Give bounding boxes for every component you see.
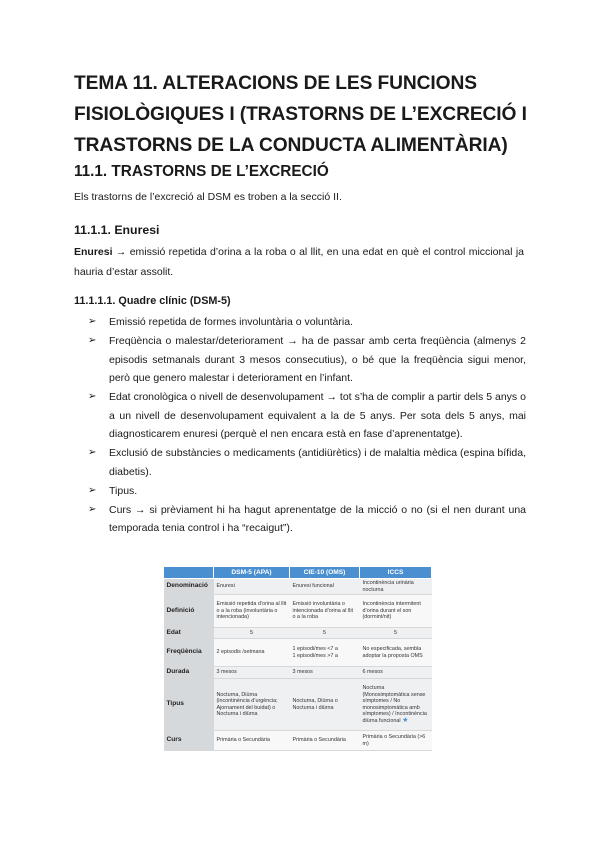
table-row [164,667,432,679]
row-label: Edat [164,628,214,639]
definition-text: → emissió repetida d’orina a la roba o al llit, en una edat en què el control miccional ja hauria d’estar assolit. [74,246,524,278]
table-cell: No especificada, sembla adoptar la proposta OMS [360,639,432,667]
arrow-bullet-icon: ➢ [88,503,97,515]
table-cell: 6 mesos [360,667,432,679]
table-cell: 3 mesos [214,667,290,679]
list-item: ➢ Freqüència o malestar/deteriorament → ha de passar amb certa freqüència (almenys 2 episodis setmanals durant 3 mesos consecutius), o bé que la freqüència sigui menor, però que genero malestar i deteriorament en l’infant. [88,332,526,388]
row-label: Tipus [164,679,214,731]
table-cell: Primària o Secundària [214,731,290,751]
intro-paragraph: Els trastorns de l’excreció al DSM es troben a la secció II. [74,191,342,203]
table-cell: 2 episodis /setmana [214,639,290,667]
table-cell: Nocturna (Monosimptomàtica sense símptomes / No monosimptomàtica amb símptomes) / Incontinència diürna funcional ★ [360,679,432,731]
table-cell: 5 [214,628,290,639]
arrow-bullet-icon: ➢ [88,316,97,327]
table-cell: Incontinència urinària nocturna [360,579,432,595]
table-cell: Enuresi [214,579,290,595]
star-icon: ★ [402,716,409,724]
table-header-dsm5: DSM-5 (APA) [214,567,290,579]
arrow-bullet-icon: ➢ [88,391,97,402]
table-cell: 1 episodi/mes <7 a 1 episodi/mes >7 a [290,639,360,667]
table-header-iccs: ICCS [360,567,432,579]
list-item: ➢ Exclusió de substàncies o medicaments (antidiürètics) i de malaltia mèdica (espina bífida, diabetis). [88,444,526,481]
table-row [164,639,432,667]
row-label: Durada [164,667,214,679]
table-cell: Enuresi funcional [290,579,360,595]
table-row [164,628,432,639]
definition-paragraph [74,242,524,282]
list-item: ➢ Tipus. [88,482,526,501]
table-cell: Emissió repetida d’orina al llit o a la roba (involuntària o intencionada) [214,595,290,628]
table-row [164,579,432,595]
table-cell: Primària o Secundària [290,731,360,751]
page-title: TEMA 11. ALTERACIONS DE LES FUNCIONS FISIOLÒGIQUES I (TRASTORNS DE L’EXCRECIÓ I TRASTORNS DE LA CONDUCTA ALIMENTÀRIA) [74,73,527,156]
definition-term: Enuresi [74,246,113,258]
arrow-bullet-icon: ➢ [88,447,97,458]
row-label: Denominació [164,579,214,595]
table-cell: Incontinència intermitent d’orina durant el son (dormint/nit) [360,595,432,628]
table-cell: Emissió involuntària o intencionada d’orina al llit o a la roba [290,595,360,628]
arrow-bullet-icon: ➢ [88,484,97,496]
table-cell: Nocturna, Diürna o Nocturna i diürna [290,679,360,731]
row-label: Freqüència [164,639,214,667]
row-label: Curs [164,731,214,751]
table-cell: 5 [290,628,360,639]
table-row [164,679,432,731]
list-item: ➢ Emissió repetida de formes involuntària o voluntària. [88,313,526,332]
row-label: Definició [164,595,214,628]
section-heading: 11.1. TRASTORNS DE L’EXCRECIÓ [74,163,329,180]
comparison-table [163,566,432,751]
table-header-corner [164,567,214,579]
arrow-bullet-icon: ➢ [88,335,97,346]
list-item: ➢ Curs → si prèviament hi ha hagut aprenentatge de la micció o no (si el nen durant una temporada tenia control i ha “recaigut”). [88,501,526,538]
table-header-row [164,567,432,579]
table-header-cie10: CIE-10 (OMS) [290,567,360,579]
table-cell: 3 mesos [290,667,360,679]
subsection-heading: 11.1.1. Enuresi [74,223,160,237]
list-item: ➢ Edat cronològica o nivell de desenvolupament → tot s’ha de complir a partir dels 5 anys o a un nivell de desenvolupament equivalent a la de 5 anys. Per sota dels 5 anys, mai diagnosticarem enuresi (perquè el nen encara està en fase d’aprenentatge). [88,388,526,444]
criteria-list [88,313,526,538]
subsubsection-heading: 11.1.1.1. Quadre clínic (DSM-5) [74,295,231,307]
table-cell: Nocturna, Diürna (incontinència d’urgència; Ajornament del buidat) o Nocturna i diürna [214,679,290,731]
table-cell: 5 [360,628,432,639]
table-cell: Primària o Secundària (>6 m) [360,731,432,751]
table-row [164,731,432,751]
table-row [164,595,432,628]
